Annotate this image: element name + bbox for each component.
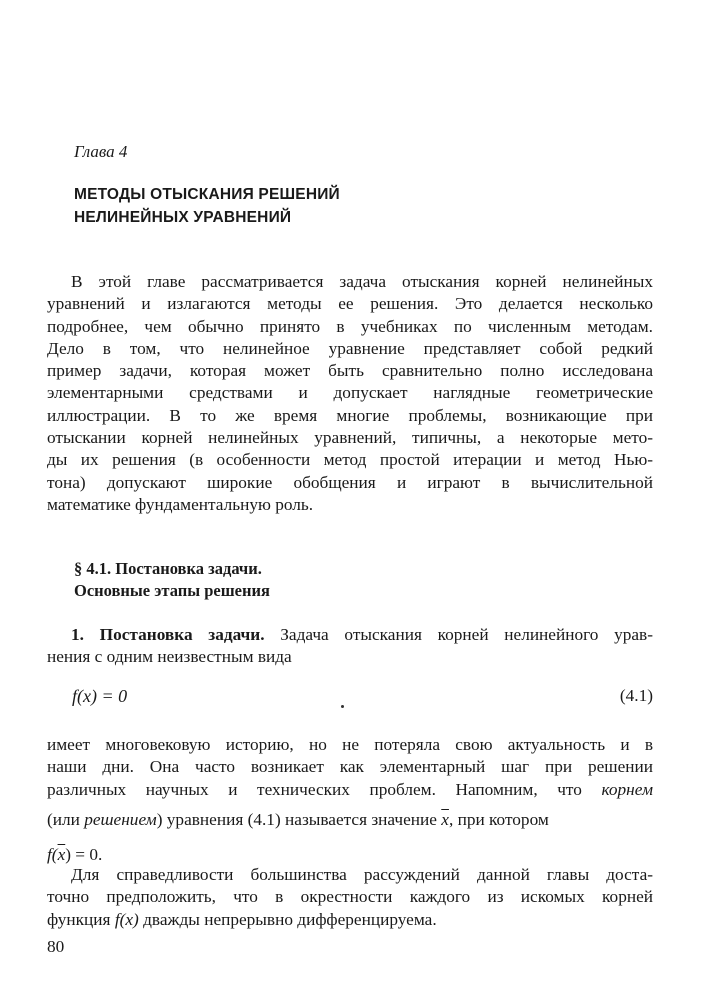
text-line bbox=[47, 779, 653, 801]
function-symbol: f(x) bbox=[114, 909, 139, 929]
text-fragment: функция bbox=[47, 909, 115, 929]
chapter-title-line: НЕЛИНЕЙНЫХ УРАВНЕНИЙ bbox=[74, 209, 292, 226]
text-line: В этой главе рассматривается задача отыскания корней нелинейных bbox=[71, 272, 653, 291]
text-line bbox=[47, 810, 653, 830]
text-fragment: , при котором bbox=[448, 810, 549, 829]
section-title-line: § 4.1. Постановка задачи. bbox=[74, 559, 262, 578]
equation-number: (4.1) bbox=[619, 686, 653, 705]
text-line: пример задачи, которая может быть сравнительно полно исследована bbox=[47, 361, 653, 381]
text-line: нения с одним неизвестным вида bbox=[47, 647, 292, 667]
chapter-title-line: МЕТОДЫ ОТЫСКАНИЯ РЕШЕНИЙ bbox=[74, 186, 340, 203]
subsection-heading: 1. Постановка задачи. bbox=[71, 625, 265, 644]
term-solution: решением bbox=[84, 810, 157, 829]
paragraph-problem-statement bbox=[47, 624, 653, 669]
text-line: Дело в том, что нелинейное уравнение представляет собой редкий bbox=[47, 338, 653, 358]
text-line: Для справедливости большинства рассуждений данной главы доста- bbox=[71, 865, 653, 884]
chapter-label: Глава 4 bbox=[74, 142, 128, 161]
text-line: наши дни. Она часто возникает как элементарный шаг при решении bbox=[47, 757, 653, 777]
text-fragment: f( bbox=[47, 845, 58, 864]
stray-mark bbox=[341, 705, 344, 708]
text-fragment: Задача отыскания корней нелинейного урав- bbox=[264, 625, 653, 644]
section-title bbox=[74, 558, 270, 602]
chapter-title bbox=[74, 183, 340, 229]
text-line: подробнее, чем обычно принято в учебниках по численным методам. bbox=[47, 316, 653, 336]
text-line: иллюстрации. В то же время многие проблемы, возникающие при bbox=[47, 405, 653, 425]
x-bar-symbol: $\overline{x}$ bbox=[57, 845, 66, 864]
paragraph-history bbox=[47, 734, 653, 801]
text-fragment: различных научных и технических проблем. Напомним, что bbox=[47, 779, 582, 799]
page-number: 80 bbox=[47, 937, 65, 956]
equation-4-1: f(x) = 0 bbox=[72, 686, 128, 706]
text-line: элементарными средствами и допускает наглядные геометрические bbox=[47, 383, 653, 403]
text-line: точно предположить, что в окрестности каждого из искомых корней bbox=[47, 887, 653, 907]
text-line: имеет многовековую историю, но не потеряла свою актуальность и в bbox=[47, 735, 653, 754]
text-line bbox=[47, 909, 653, 931]
text-fragment: дважды непрерывно дифференцируема. bbox=[138, 909, 437, 929]
text-line: математике фундаментальную роль. bbox=[47, 494, 314, 514]
text-line: отыскании корней нелинейных уравнений, типичны, а некоторые мето- bbox=[47, 428, 653, 448]
x-bar-symbol: $\overline{x}$ bbox=[441, 810, 449, 829]
text-fragment: ) = 0. bbox=[65, 845, 103, 864]
text-line: уравнений и излагаются методы ее решения. Это делается несколько bbox=[47, 294, 653, 314]
term-root: корнем bbox=[601, 779, 654, 799]
root-definition-formula bbox=[47, 845, 102, 865]
text-fragment: (или bbox=[47, 810, 85, 829]
text-line bbox=[47, 624, 653, 646]
text-line: тона) допускают широкие обобщения и играют в вычислительной bbox=[47, 472, 653, 492]
section-title-line: Основные этапы решения bbox=[74, 581, 270, 600]
intro-paragraph bbox=[47, 271, 653, 516]
paragraph-assumption bbox=[47, 864, 653, 931]
text-fragment: ) уравнения (4.1) называется значение bbox=[156, 810, 442, 829]
text-line: ды их решения (в особенности метод простой итерации и метод Нью- bbox=[47, 450, 653, 470]
